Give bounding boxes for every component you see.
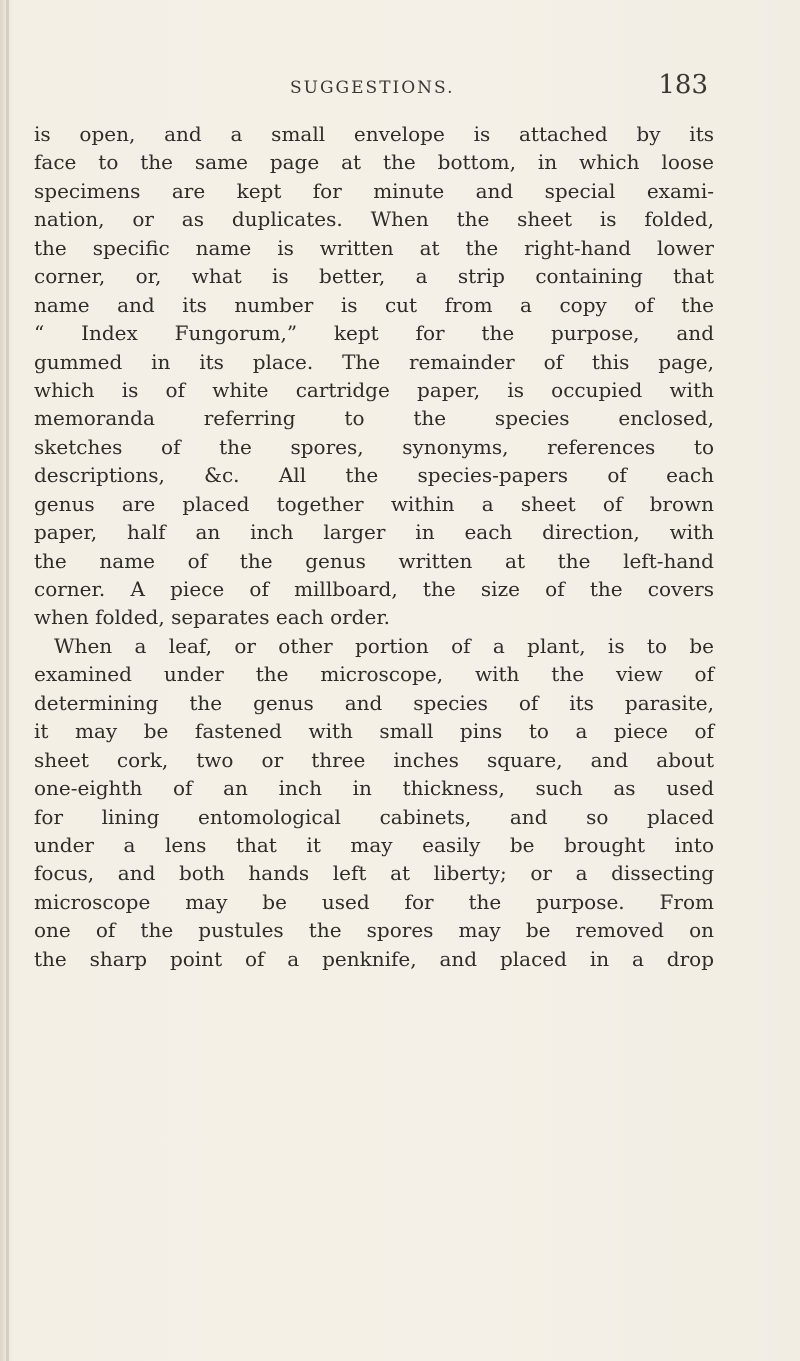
text-line: paper, half an inch larger in each direction, with bbox=[34, 520, 714, 545]
text-line: memoranda referring to the species enclosed, bbox=[34, 406, 714, 431]
text-line: face to the same page at the bottom, in which loose bbox=[34, 150, 714, 175]
text-line: under a lens that it may easily be brought into bbox=[34, 832, 714, 857]
page-number: 183 bbox=[658, 70, 708, 100]
text-line: specimens are kept for minute and special exami- bbox=[34, 178, 714, 203]
running-title: SUGGESTIONS. bbox=[290, 78, 455, 98]
text-line: gummed in its place. The remainder of this page, bbox=[34, 349, 714, 374]
text-line: nation, or as duplicates. When the sheet is folded, bbox=[34, 207, 714, 232]
text-line: is open, and a small envelope is attached by its bbox=[34, 122, 714, 146]
text-line: the sharp point of a penknife, and placed in a drop bbox=[34, 946, 714, 971]
text-line: examined under the microscope, with the view of bbox=[34, 662, 714, 687]
text-line: one-eighth of an inch in thickness, such as used bbox=[34, 776, 714, 801]
text-line: sketches of the spores, synonyms, references to bbox=[34, 434, 714, 459]
text-line: it may be fastened with small pins to a piece of bbox=[34, 719, 714, 744]
text-line: descriptions, &c. All the species-papers of each bbox=[34, 463, 714, 488]
text-line: focus, and both hands left at liberty; or a dissecting bbox=[34, 861, 714, 886]
text-line: one of the pustules the spores may be removed on bbox=[34, 918, 714, 943]
text-line: name and its number is cut from a copy of the bbox=[34, 292, 714, 317]
text-line: which is of white cartridge paper, is occupied with bbox=[34, 377, 714, 402]
text-line: the name of the genus written at the left-hand bbox=[34, 548, 714, 573]
text-line: determining the genus and species of its parasite, bbox=[34, 690, 714, 715]
text-line: the specific name is written at the right-hand lower bbox=[34, 235, 714, 260]
running-head bbox=[0, 70, 800, 110]
binding-gutter bbox=[6, 0, 9, 1361]
text-line: corner, or, what is better, a strip containing that bbox=[34, 264, 714, 289]
text-line: When a leaf, or other portion of a plant, is to be bbox=[54, 633, 714, 658]
text-line: genus are placed together within a sheet of brown bbox=[34, 491, 714, 516]
text-line: corner. A piece of millboard, the size of the covers bbox=[34, 577, 714, 601]
text-line: when folded, separates each order. bbox=[34, 605, 391, 630]
text-line: “ Index Fungorum,” kept for the purpose, and bbox=[34, 321, 714, 346]
text-line: sheet cork, two or three inches square, and about bbox=[34, 747, 714, 772]
body-text bbox=[34, 120, 714, 973]
text-line: for lining entomological cabinets, and so placed bbox=[34, 804, 714, 829]
text-line: microscope may be used for the purpose. From bbox=[34, 889, 714, 914]
